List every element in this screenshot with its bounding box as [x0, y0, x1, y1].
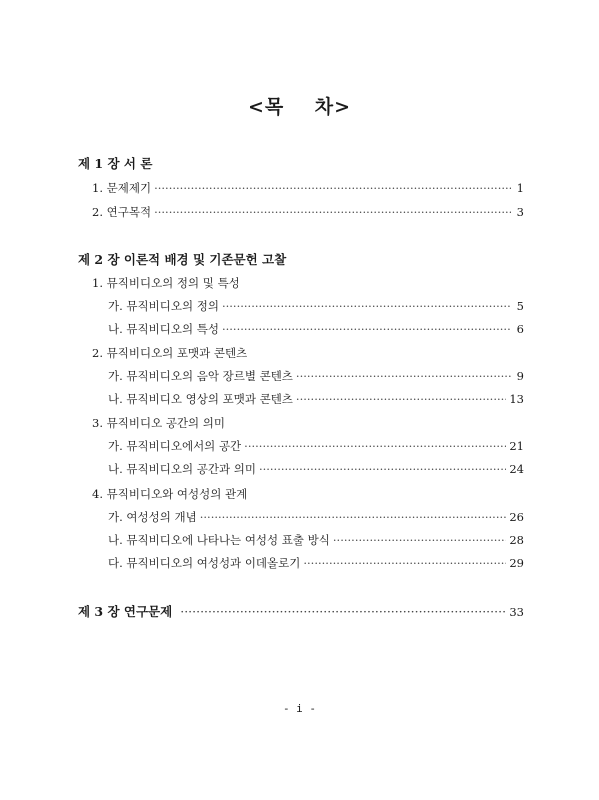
toc-entry [108, 298, 524, 314]
chapter-title: 제 2 장 이론적 배경 및 기존문헌 고찰 [78, 252, 287, 267]
dot-leader [296, 392, 506, 406]
section-label: 2. 뮤직비디오의 포맷과 콘텐츠 [92, 346, 248, 360]
toc-entry [108, 532, 524, 548]
dot-leader [200, 510, 507, 524]
toc-entry [108, 555, 524, 571]
page-number: 1 [516, 181, 524, 195]
page-number: 26 [509, 510, 524, 524]
entry-label: 나. 뮤직비디오 영상의 포맷과 콘텐츠 [108, 392, 293, 406]
toc-entry [108, 461, 524, 477]
page-number: 5 [516, 299, 524, 313]
dot-leader [333, 533, 506, 547]
entry-label: 나. 뮤직비디오의 공간과 의미 [108, 462, 256, 476]
toc-section [92, 486, 247, 502]
dot-leader [244, 439, 506, 453]
section-label: 4. 뮤직비디오와 여성성의 관계 [92, 487, 248, 501]
toc-entry [108, 368, 524, 384]
chapter-title: 제 3 장 연구문제 [78, 604, 173, 619]
dot-leader [259, 462, 506, 476]
toc-chapter-1 [78, 154, 152, 172]
entry-label: 나. 뮤직비디오에 나타나는 여성성 표출 방식 [108, 533, 330, 547]
entry-label: 가. 뮤직비디오의 정의 [108, 299, 219, 313]
page-number: 6 [516, 322, 524, 336]
page-number: 29 [509, 556, 524, 570]
entry-label: 1. 문제제기 [92, 181, 152, 195]
page-number: 33 [509, 605, 524, 619]
page-number: 24 [509, 462, 524, 476]
toc-section [92, 275, 240, 291]
section-label: 1. 뮤직비디오의 정의 및 특성 [92, 276, 240, 290]
dot-leader [296, 369, 511, 383]
toc-entry [108, 509, 524, 525]
toc-entry [92, 180, 524, 196]
page-footer: - i - [282, 702, 317, 715]
toc-entry [108, 391, 524, 407]
page-number: 13 [509, 392, 524, 406]
toc-entry [108, 438, 524, 454]
dot-leader [154, 181, 511, 195]
dot-leader [303, 556, 506, 570]
toc-section [92, 415, 225, 431]
dot-leader [222, 299, 511, 313]
entry-label: 가. 뮤직비디오에서의 공간 [108, 439, 242, 453]
toc-entry [108, 321, 524, 337]
toc-entry [92, 204, 524, 220]
page-number: 21 [509, 439, 524, 453]
entry-label: 가. 뮤직비디오의 음악 장르별 콘텐츠 [108, 369, 293, 383]
page-title: <목 차> [247, 96, 351, 118]
dot-leader [154, 205, 511, 219]
toc-section [92, 345, 247, 361]
entry-label: 2. 연구목적 [92, 205, 152, 219]
dot-leader [180, 604, 506, 619]
dot-leader [222, 322, 511, 336]
entry-label: 나. 뮤직비디오의 특성 [108, 322, 219, 336]
entry-label: 가. 여성성의 개념 [108, 510, 197, 524]
toc-chapter-2 [78, 250, 286, 268]
page-number: 9 [516, 369, 524, 383]
page-number: 28 [509, 533, 524, 547]
entry-label: 다. 뮤직비디오의 여성성과 이데올로기 [108, 556, 301, 570]
section-label: 3. 뮤직비디오 공간의 의미 [92, 416, 226, 430]
chapter-title: 제 1 장 서 론 [78, 156, 153, 171]
page-number: 3 [516, 205, 524, 219]
toc-chapter-3 [78, 602, 524, 620]
